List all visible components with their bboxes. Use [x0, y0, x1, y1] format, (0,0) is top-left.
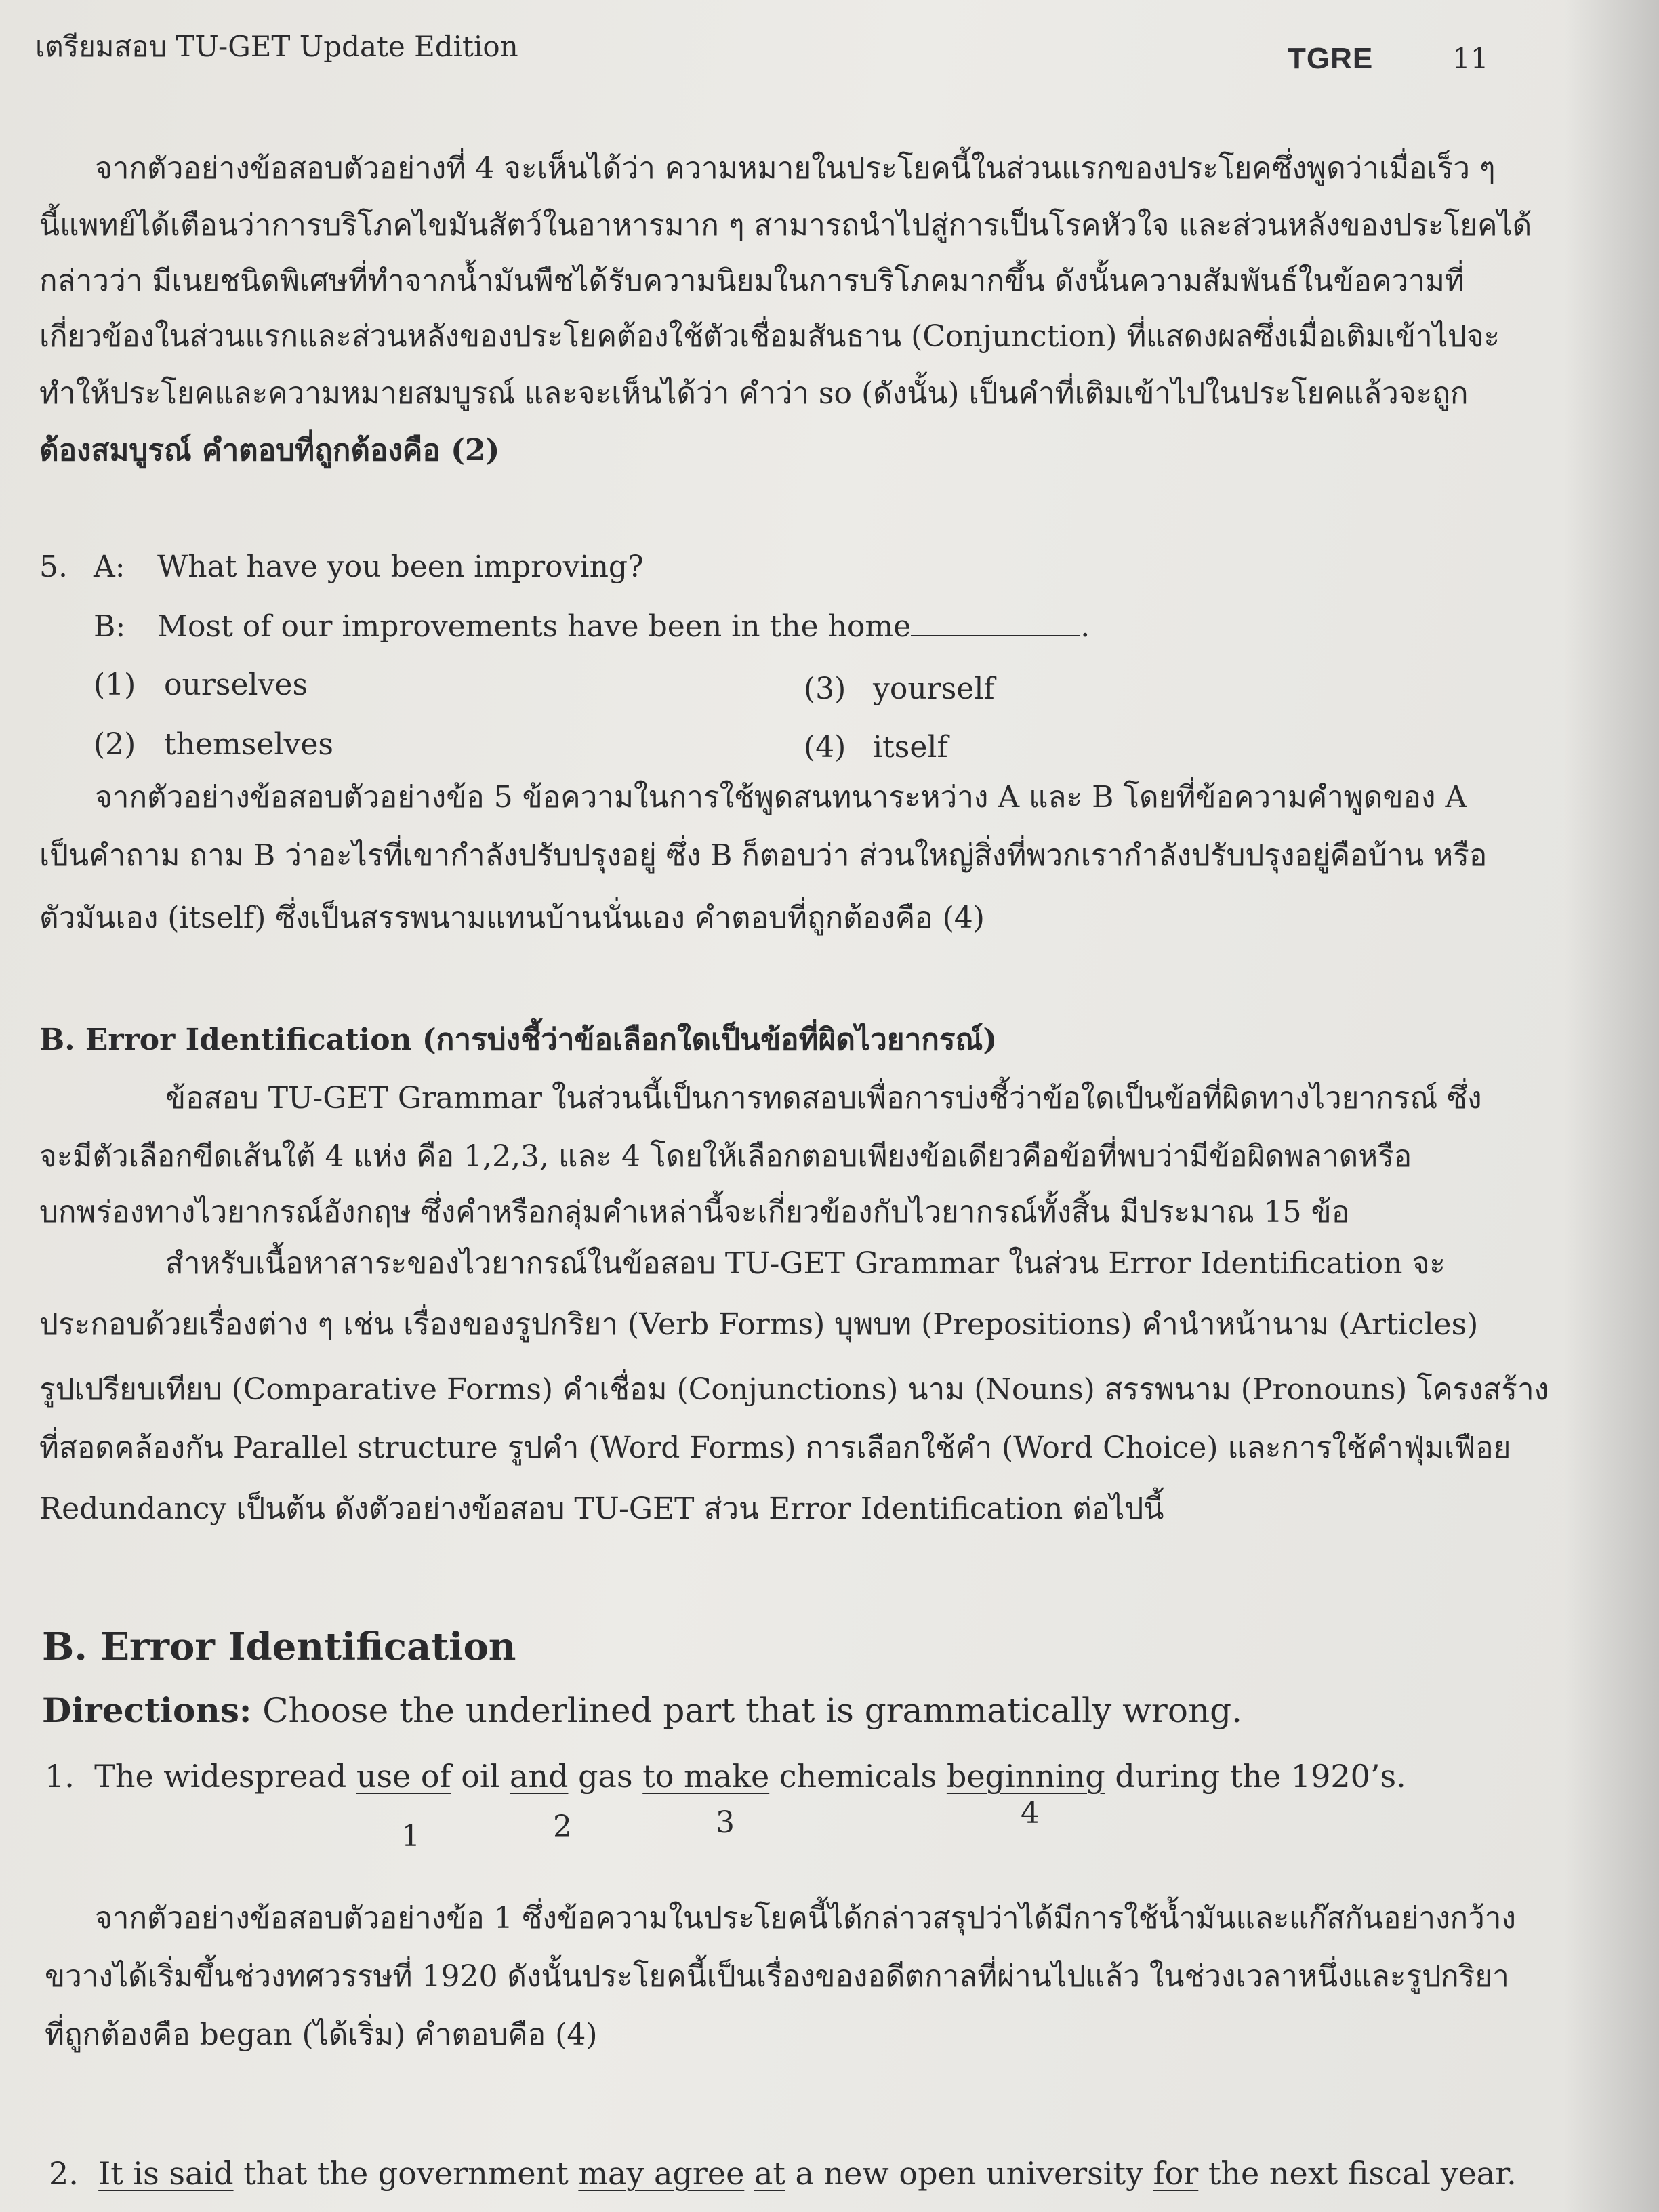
section-b-thai-heading: B. Error Identification (การบ่งชี้ว่าข้อเลือกใดเป็นข้อที่ผิดไวยากรณ์): [39, 1023, 998, 1057]
para-example5-line: เป็นคำถาม ถาม B ว่าอะไรที่เขากำลังปรับปรุงอยู่ ซึ่ง B ก็ตอบว่า ส่วนใหญ่สิ่งที่พวกเรากำลังปรับปรุงอยู่คือบ้าน หรือ: [39, 838, 1488, 873]
answer-blank: [911, 611, 1080, 636]
q1-part-number: 1: [401, 1819, 420, 1853]
explain1-line: ที่ถูกต้องคือ began (ได้เริ่ม) คำตอบคือ (4): [45, 2018, 598, 2052]
q5-a-label: A:: [94, 550, 125, 584]
q1-text: chemicals: [779, 1758, 937, 1795]
q1-underlined-part: and: [509, 1758, 569, 1795]
section-b-exam-heading: B. Error Identification: [42, 1624, 516, 1669]
explain1-line: จากตัวอย่างข้อสอบตัวอย่างข้อ 1 ซึ่งข้อความในประโยคนี้ได้กล่าวสรุปว่าได้มีการใช้น้ำมันและแก๊สกันอย่างกว้าง: [95, 1901, 1516, 1936]
para-example4-line: จากตัวอย่างข้อสอบตัวอย่างที่ 4 จะเห็นได้ว่า ความหมายในประโยคนี้ในส่วนแรกของประโยคซึ่งพูดว่าเมื่อเร็ว ๆ: [95, 151, 1496, 186]
q5-option-num: (4): [804, 730, 846, 764]
q2-text: the next fiscal year.: [1208, 2155, 1517, 2192]
section-b-para1-line: จะมีตัวเลือกขีดเส้นใต้ 4 แห่ง คือ 1,2,3, และ 4 โดยให้เลือกตอบเพียงข้อเดียวคือข้อที่พบว่ามีข้อผิดพลาดหรือ: [39, 1139, 1412, 1174]
q1-text: gas: [578, 1758, 633, 1795]
directions-label: Directions:: [42, 1690, 252, 1730]
q5-option-text: itself: [873, 730, 948, 764]
q2-text: a new open university: [795, 2155, 1143, 2192]
section-b-para2-line: Redundancy เป็นต้น ดังตัวอย่างข้อสอบ TU-GET ส่วน Error Identification ต่อไปนี้: [39, 1492, 1164, 1526]
section-b-para1-line: บกพร่องทางไวยากรณ์อังกฤษ ซึ่งคำหรือกลุ่มคำเหล่านี้จะเกี่ยวข้องกับไวยากรณ์ทั้งสิ้น มีประมาณ 15 ข้อ: [39, 1195, 1350, 1229]
q5-option-num: (2): [94, 727, 136, 762]
q5-number: 5.: [39, 550, 68, 584]
page-edge-shadow: [1564, 0, 1659, 2212]
q1-underlined-part: to make: [642, 1758, 770, 1795]
section-b-para2-line: ประกอบด้วยเรื่องต่าง ๆ เช่น เรื่องของรูปกริยา (Verb Forms) บุพบท (Prepositions) คำนำหน้านาม (Articles): [39, 1307, 1479, 1342]
section-b-para1-line: ข้อสอบ TU-GET Grammar ในส่วนนี้เป็นการทดสอบเพื่อการบ่งชี้ว่าข้อใดเป็นข้อที่ผิดทางไวยากรณ์ ซึ่ง: [165, 1081, 1482, 1115]
directions-text: Choose the underlined part that is grammatically wrong.: [262, 1691, 1243, 1730]
page-number: 11: [1452, 42, 1489, 75]
para-example4-line: ต้องสมบูรณ์ คำตอบที่ถูกต้องคือ (2): [39, 433, 500, 468]
logo-text: TGRE: [1288, 42, 1374, 75]
q5-b-end: .: [1080, 609, 1090, 644]
q5-b-line: [157, 609, 1090, 645]
q2-underlined-part: for: [1153, 2155, 1199, 2192]
q1-sentence: [45, 1758, 1406, 1795]
para-example4-line: ทำให้ประโยคและความหมายสมบูรณ์ และจะเห็นได้ว่า คำว่า so (ดังนั้น) เป็นคำที่เติมเข้าไปในประโยคแล้วจะถูก: [39, 376, 1469, 411]
q2-sentence: [49, 2155, 1517, 2192]
q5-option-num: (1): [94, 668, 136, 702]
q5-b-text: Most of our improvements have been in the home: [157, 609, 912, 644]
q1-part-number: 4: [1021, 1796, 1040, 1830]
q2-underlined-part: at: [754, 2155, 785, 2192]
q2-text: that the government: [243, 2155, 569, 2192]
section-b-para2-line: รูปเปรียบเทียบ (Comparative Forms) คำเชื่อม (Conjunctions) นาม (Nouns) สรรพนาม (Pronouns) โครงสร้าง: [39, 1372, 1549, 1407]
directions-line: [42, 1690, 1242, 1731]
q2-underlined-part: It is said: [98, 2155, 234, 2192]
para-example5-line: จากตัวอย่างข้อสอบตัวอย่างข้อ 5 ข้อความในการใช้พูดสนทนาระหว่าง A และ B โดยที่ข้อความคำพูดของ A: [95, 780, 1467, 815]
section-b-para2-line: ที่สอดคล้องกัน Parallel structure รูปคำ (Word Forms) การเลือกใช้คำ (Word Choice) และการใช้คำฟุ่มเฟือย: [39, 1431, 1511, 1465]
q5-option-num: (3): [804, 672, 846, 706]
q1-text: The widespread: [94, 1758, 347, 1795]
q1-underlined-part: use of: [356, 1758, 451, 1795]
q2-underlined-part: may agree: [578, 2155, 745, 2192]
q1-number: 1.: [45, 1758, 75, 1795]
q5-option-text: ourselves: [164, 668, 308, 702]
q5-option-text: yourself: [873, 672, 995, 706]
section-b-para2-line: สำหรับเนื้อหาสาระของไวยากรณ์ในข้อสอบ TU-GET Grammar ในส่วน Error Identification จะ: [165, 1246, 1446, 1281]
q5-option-text: themselves: [164, 727, 333, 762]
para-example4-line: เกี่ยวข้องในส่วนแรกและส่วนหลังของประโยคต้องใช้ตัวเชื่อมสันธาน (Conjunction) ที่แสดงผลซึ่งเมื่อเติมเข้าไปจะ: [39, 319, 1500, 354]
q2-number: 2.: [49, 2155, 79, 2192]
q5-a-text: What have you been improving?: [157, 550, 644, 584]
q1-text: oil: [461, 1758, 500, 1795]
q1-text: during the 1920’s.: [1115, 1758, 1406, 1795]
q1-part-number: 2: [553, 1809, 572, 1844]
book-title: เตรียมสอบ TU-GET Update Edition: [35, 30, 518, 63]
q5-b-label: B:: [94, 609, 126, 644]
para-example4-line: กล่าวว่า มีเนยชนิดพิเศษที่ทำจากน้ำมันพืชได้รับความนิยมในการบริโภคมากขึ้น ดังนั้นความสัมพันธ์ในข้อความที่: [39, 264, 1465, 298]
para-example4-line: นี้แพทย์ได้เตือนว่าการบริโภคไขมันสัตว์ในอาหารมาก ๆ สามารถนำไปสู่การเป็นโรคหัวใจ และส่วนหลังของประโยคได้: [39, 208, 1532, 243]
explain1-line: ขวางได้เริ่มขึ้นช่วงทศวรรษที่ 1920 ดังนั้นประโยคนี้เป็นเรื่องของอดีตกาลที่ผ่านไปแล้ว ในช่วงเวลาหนึ่งและรูปกริยา: [45, 1959, 1509, 1994]
q1-part-number: 3: [716, 1805, 735, 1840]
q1-underlined-part: beginning: [946, 1758, 1105, 1795]
para-example5-line: ตัวมันเอง (itself) ซึ่งเป็นสรรพนามแทนบ้านนั่นเอง คำตอบที่ถูกต้องคือ (4): [39, 901, 985, 935]
